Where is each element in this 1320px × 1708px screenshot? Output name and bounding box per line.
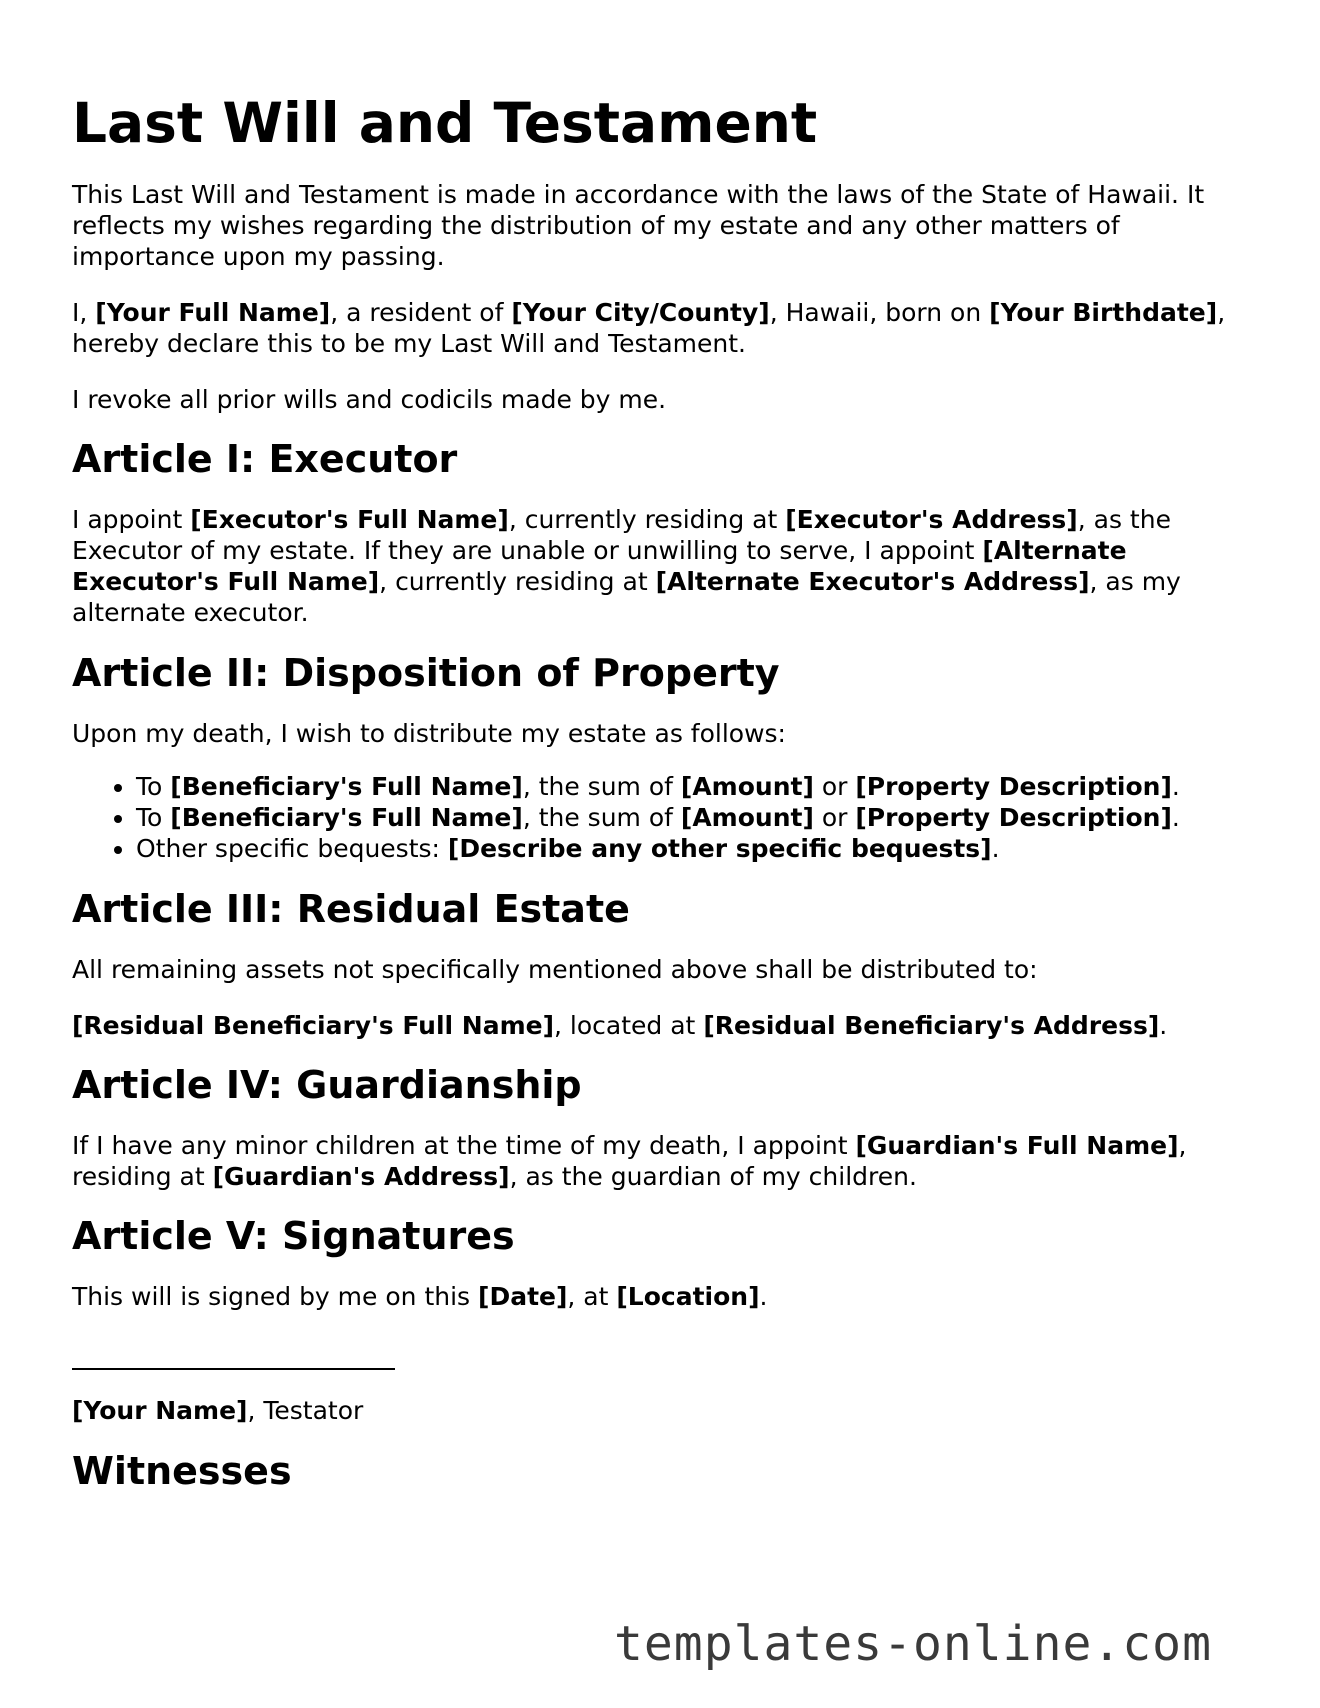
text: , currently residing at: [379, 567, 656, 596]
residual-intro: All remaining assets not specifically mentioned above shall be distributed to:: [72, 955, 1038, 984]
placeholder-guardian-address: [Guardian's Address]: [212, 1162, 510, 1191]
placeholder-property: [Property Description]: [855, 803, 1172, 832]
text: , as my alternate executor.: [72, 567, 1181, 627]
placeholder-beneficiary-name: [Beneficiary's Full Name]: [170, 772, 523, 801]
witnesses-heading: Witnesses: [72, 1449, 292, 1493]
text: To: [136, 803, 171, 832]
placeholder-city: [Your City/County]: [511, 298, 770, 327]
list-item: [136, 802, 1248, 833]
placeholder-your-name: [Your Name]: [72, 1396, 248, 1425]
text: , located at: [554, 1011, 704, 1040]
text: I,: [72, 298, 96, 327]
text: , Hawaii, born on: [769, 298, 990, 327]
placeholder-alt-executor-address: [Alternate Executor's Address]: [655, 567, 1090, 596]
text: , residing at: [72, 1131, 1187, 1191]
text: If I have any minor children at the time of my death, I appoint: [72, 1131, 856, 1160]
text: To: [136, 772, 171, 801]
placeholder-amount: [Amount]: [680, 772, 814, 801]
executor-paragraph: [72, 504, 1248, 628]
text: , the sum of: [522, 772, 681, 801]
text: , as the guardian of my children.: [509, 1162, 917, 1191]
text: .: [991, 834, 1000, 863]
declaration-paragraph: [72, 297, 1248, 359]
placeholder-location: [Location]: [616, 1282, 760, 1311]
residual-beneficiary-paragraph: [72, 1010, 1248, 1041]
text: , at: [567, 1282, 617, 1311]
text: .: [1159, 1011, 1168, 1040]
placeholder-date: [Date]: [478, 1282, 568, 1311]
text: or: [813, 803, 856, 832]
text: .: [1171, 772, 1180, 801]
text: I appoint: [72, 505, 191, 534]
placeholder-residual-address: [Residual Beneficiary's Address]: [703, 1011, 1160, 1040]
placeholder-executor-name: [Executor's Full Name]: [190, 505, 509, 534]
article-3-heading: Article III: Residual Estate: [72, 887, 630, 931]
guardianship-paragraph: [72, 1130, 1248, 1192]
article-4-heading: Article IV: Guardianship: [72, 1063, 582, 1107]
placeholder-alt-executor-name: [Alternate Executor's Full Name]: [72, 536, 1127, 596]
intro-paragraph: This Last Will and Testament is made in accordance with the laws of the State of Hawaii. It reflects my wishes regarding the distribution of my estate and any other matters of importance upon my passing.: [72, 180, 1205, 271]
page-title: Last Will and Testament: [72, 91, 818, 155]
placeholder-beneficiary-name: [Beneficiary's Full Name]: [170, 803, 523, 832]
text: , currently residing at: [508, 505, 786, 534]
text: Other specific bequests:: [136, 834, 448, 863]
watermark: templates-online.com: [614, 1616, 1212, 1672]
placeholder-amount: [Amount]: [680, 803, 814, 832]
document-body: [72, 0, 1248, 1494]
text: .: [759, 1282, 768, 1311]
signature-line: [72, 1368, 395, 1370]
text: , Testator: [247, 1396, 364, 1425]
text: , hereby declare this to be my Last Will and Testament.: [72, 298, 1226, 358]
text: , as the Executor of my estate. If they are unable or unwilling to serve, I appoint: [72, 505, 1171, 565]
placeholder-property: [Property Description]: [855, 772, 1172, 801]
placeholder-other-bequests: [Describe any other specific bequests]: [447, 834, 992, 863]
list-item: [136, 771, 1248, 802]
article-1-heading: Article I: Executor: [72, 437, 458, 481]
placeholder-residual-name: [Residual Beneficiary's Full Name]: [72, 1011, 555, 1040]
placeholder-full-name: [Your Full Name]: [95, 298, 331, 327]
placeholder-guardian-name: [Guardian's Full Name]: [855, 1131, 1179, 1160]
article-2-heading: Article II: Disposition of Property: [72, 651, 780, 695]
revocation-paragraph: I revoke all prior wills and codicils made by me.: [72, 385, 667, 414]
text: , a resident of: [330, 298, 512, 327]
bequest-list: [72, 771, 1248, 864]
placeholder-executor-address: [Executor's Address]: [785, 505, 1078, 534]
placeholder-birthdate: [Your Birthdate]: [989, 298, 1218, 327]
text: , the sum of: [522, 803, 681, 832]
article-5-heading: Article V: Signatures: [72, 1214, 515, 1258]
list-item: [136, 833, 1248, 864]
testator-signature-label: [72, 1395, 1248, 1426]
text: .: [1171, 803, 1180, 832]
text: or: [813, 772, 856, 801]
signature-paragraph: [72, 1281, 1248, 1312]
distribution-intro: Upon my death, I wish to distribute my estate as follows:: [72, 719, 786, 748]
text: This will is signed by me on this: [72, 1282, 479, 1311]
